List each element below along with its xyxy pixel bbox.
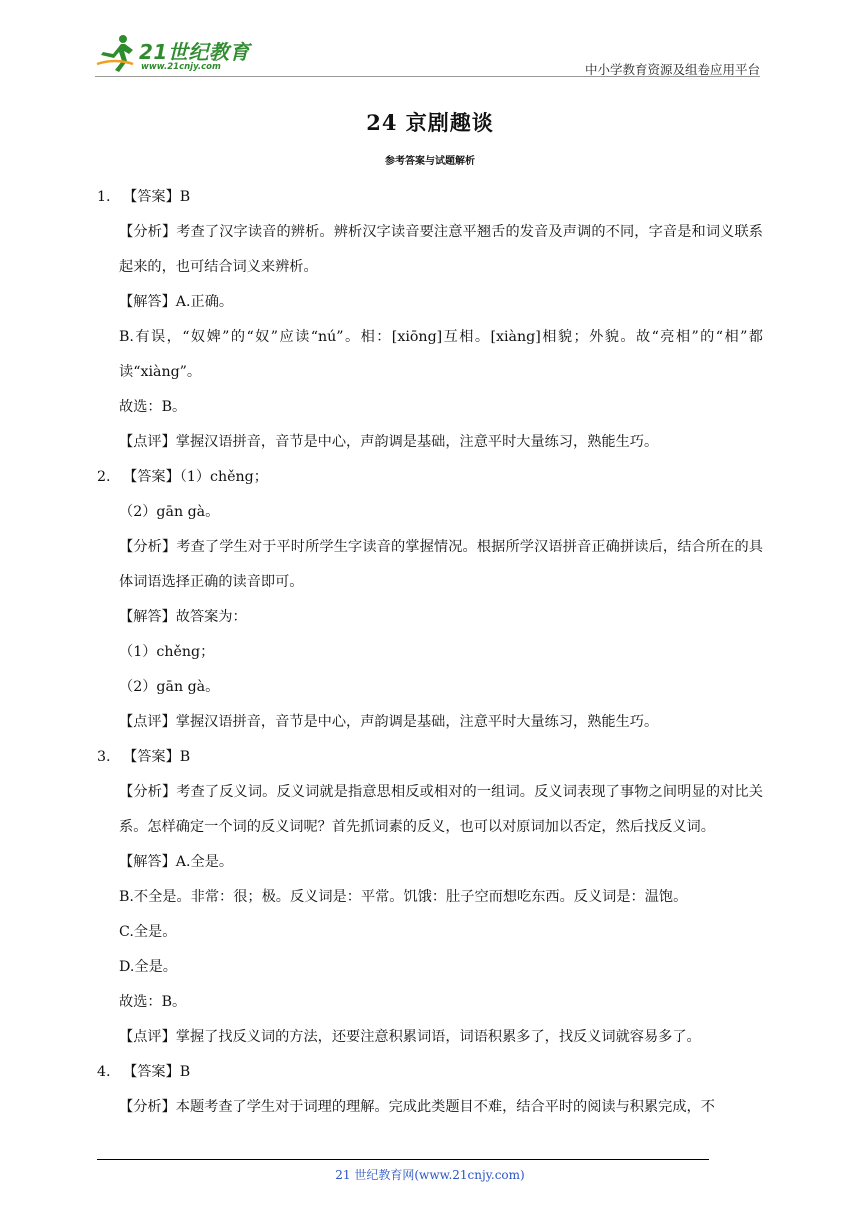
page-footer[interactable]: 21 世纪教育网(www.21cnjy.com) [335,1168,525,1182]
solution-paragraph: 【解答】故答案为： [119,609,247,625]
question-number: 2. [97,469,111,485]
solution-paragraph: C.全是。 [119,924,177,940]
solution-paragraph: 【解答】A.全是。 [119,854,234,870]
header-divider [95,76,760,77]
solution-paragraph: （2）gān gà。 [119,679,220,695]
logo-text: 21世纪教育 [139,40,250,64]
solution-paragraph: B.有误，“奴婢”的“奴”应读“nú”。相：[xiōng]互相。[xiàng]相貌；外貌。故“亮相”的“相”都读“xiàng”。 [119,329,763,380]
answer-content [97,180,763,1125]
answer-text: 【答案】B [123,749,191,765]
site-logo[interactable] [95,30,265,78]
question-number: 1. [97,189,111,205]
analysis-paragraph: 【分析】考查了汉字读音的辨析。辨析汉字读音要注意平翘舌的发音及声调的不同，字音是和词义联系起来的，也可结合词义来辨析。 [119,224,763,275]
document-title: 24 京剧趣谈 [366,110,494,135]
analysis-paragraph: 【分析】本题考查了学生对于词理的理解。完成此类题目不难，结合平时的阅读与积累完成，不 [119,1099,715,1115]
answer-paragraph: （2）gān gà。 [119,504,220,520]
choice-paragraph: 故选：B。 [119,994,187,1010]
question-2-answer [97,460,763,495]
solution-paragraph: （1）chěng； [119,644,215,660]
answer-text: 【答案】B [123,189,191,205]
solution-paragraph: B.不全是。非常：很；极。反义词是：平常。饥饿：肚子空而想吃东西。反义词是：温饱。 [119,889,688,905]
footer-divider [97,1159,709,1160]
logo-url: www.21cnjy.com [141,62,221,72]
document-subtitle: 参考答案与试题解析 [385,156,475,167]
question-1-answer [97,180,763,215]
solution-paragraph: D.全是。 [119,959,177,975]
platform-title: 中小学教育资源及组卷应用平台 [584,62,760,77]
solution-paragraph: 【解答】A.正确。 [119,294,234,310]
runner-logo-icon [95,34,137,74]
question-4-answer [97,1055,763,1090]
analysis-paragraph: 【分析】考查了反义词。反义词就是指意思相反或相对的一组词。反义词表现了事物之间明显的对比关系。怎样确定一个词的反义词呢？首先抓词素的反义，也可以对原词加以否定，然后找反义词。 [119,784,763,835]
answer-text: 【答案】B [123,1064,191,1080]
answer-text: 【答案】（1）chěng； [123,469,268,485]
comment-paragraph: 【点评】掌握了找反义词的方法，还要注意积累词语，词语积累多了，找反义词就容易多了。 [119,1029,701,1045]
question-number: 4. [97,1064,111,1080]
question-number: 3. [97,749,111,765]
question-3-answer [97,740,763,775]
comment-paragraph: 【点评】掌握汉语拼音，音节是中心，声韵调是基础，注意平时大量练习，熟能生巧。 [119,714,659,730]
page-header [95,30,760,78]
comment-paragraph: 【点评】掌握汉语拼音，音节是中心，声韵调是基础，注意平时大量练习，熟能生巧。 [119,434,659,450]
analysis-paragraph: 【分析】考查了学生对于平时所学生字读音的掌握情况。根据所学汉语拼音正确拼读后，结合所在的具体词语选择正确的读音即可。 [119,539,763,590]
choice-paragraph: 故选：B。 [119,399,187,415]
